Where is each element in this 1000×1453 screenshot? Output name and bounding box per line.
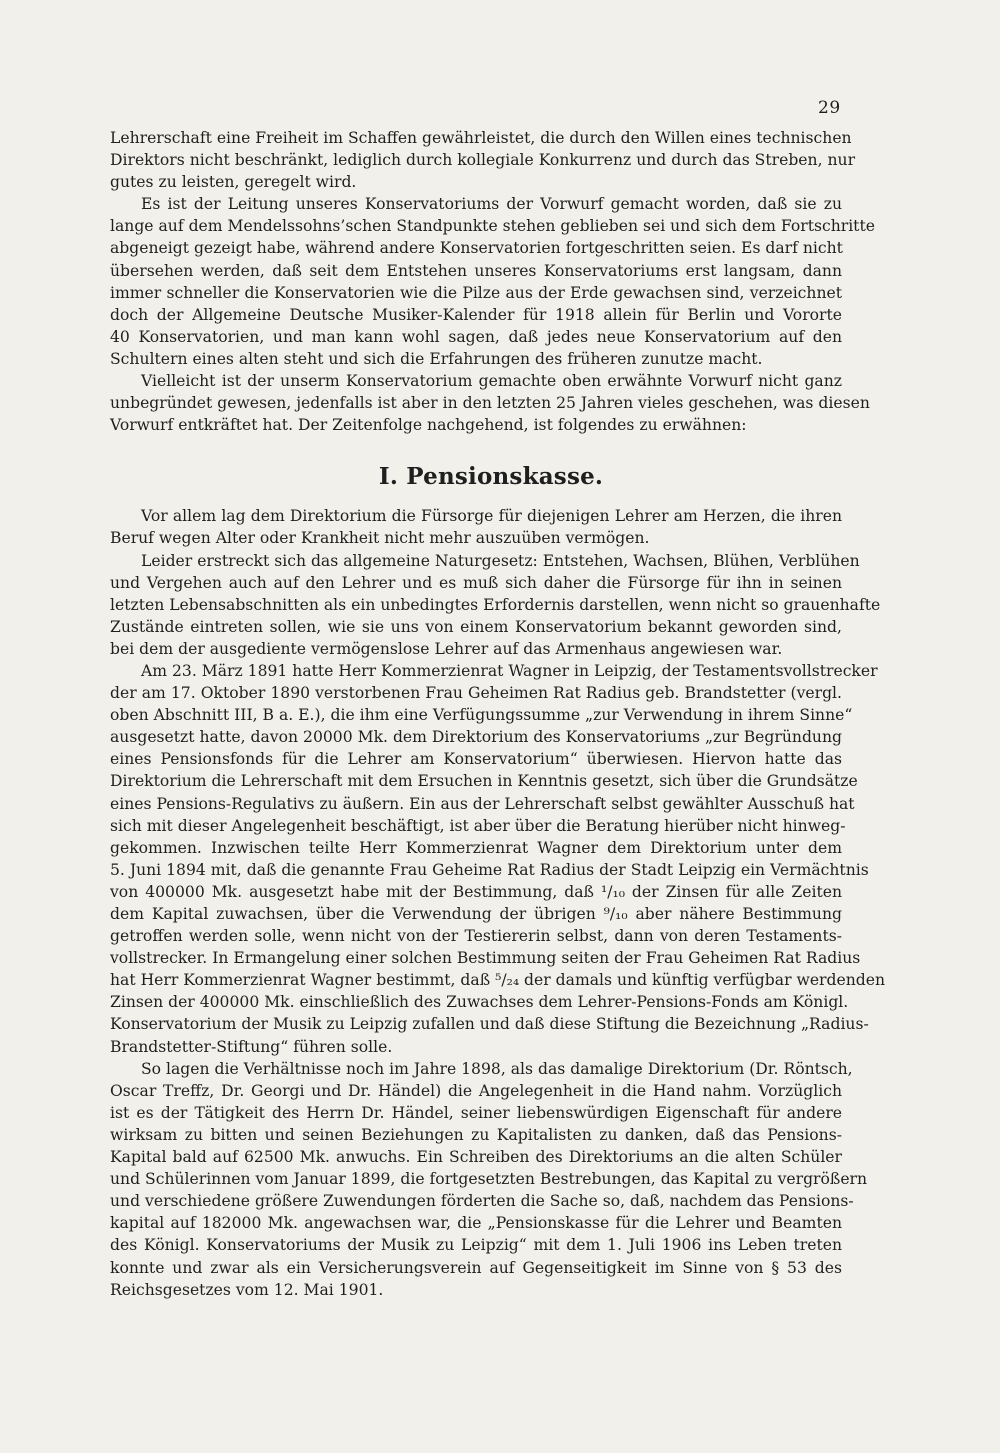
- text-line: immer schneller die Konservatorien wie die Pilze aus der Erde gewachsen sind, verzeichnet: [110, 283, 842, 302]
- text-line: des Königl. Konservatoriums der Musik zu Leipzig“ mit dem 1. Juli 1906 ins Leben treten: [110, 1236, 842, 1255]
- text-line: Leider erstreckt sich das allgemeine Naturgesetz: Entstehen, Wachsen, Blühen, Verblühen: [141, 551, 860, 570]
- text-line: unbegründet gewesen, jedenfalls ist aber in den letzten 25 Jahren vieles geschehen, was diesen: [110, 394, 870, 413]
- text-line: oben Abschnitt III, B a. E.), die ihm eine Verfügungssumme „zur Verwendung in ihrem Sinne“: [110, 706, 853, 725]
- text-line: Schultern eines alten steht und sich die Erfahrungen des früheren zunutze macht.: [110, 349, 763, 368]
- text-line: ausgesetzt hatte, davon 20000 Mk. dem Direktorium des Konservatoriums „zur Begründung: [110, 728, 842, 747]
- text-line: vollstrecker. In Ermangelung einer solchen Bestimmung seiten der Frau Geheimen Rat Radius: [110, 949, 861, 968]
- paragraph-1: [110, 127, 856, 193]
- text-line: letzten Lebensabschnitten als ein unbedingtes Erfordernis darstellen, wenn nicht so grauenhafte: [110, 595, 881, 614]
- text-line: Direktors nicht beschränkt, lediglich durch kollegiale Konkurrenz und durch das Streben, nur: [110, 151, 856, 170]
- paragraph-3: [110, 370, 870, 436]
- text-line: So lagen die Verhältnisse noch im Jahre 1898, als das damalige Direktorium (Dr. Röntsch,: [141, 1059, 853, 1078]
- text-line: getroffen werden solle, wenn nicht von der Testiererin selbst, dann von deren Testaments-: [110, 927, 842, 946]
- section-heading: I. Pensionskasse.: [378, 463, 604, 491]
- text-line: gekommen. Inzwischen teilte Herr Kommerzienrat Wagner dem Direktorium unter dem: [110, 838, 842, 857]
- text-line: Reichsgesetzes vom 12. Mai 1901.: [110, 1280, 384, 1299]
- text-line: und verschiedene größere Zuwendungen förderten die Sache so, daß, nachdem das Pensions-: [110, 1192, 854, 1211]
- text-line: dem Kapital zuwachsen, über die Verwendung der übrigen ⁹/₁₀ aber nähere Bestimmung: [110, 905, 842, 923]
- text-line: Konservatorium der Musik zu Leipzig zufallen und daß diese Stiftung die Bezeichnung „Radius-: [110, 1015, 869, 1034]
- text-line: Vielleicht ist der unserm Konservatorium gemachte oben erwähnte Vorwurf nicht ganz: [141, 372, 842, 391]
- paragraph-2: [110, 193, 875, 370]
- text-line: Oscar Treffz, Dr. Georgi und Dr. Händel) die Angelegenheit in die Hand nahm. Vorzüglich: [110, 1081, 842, 1100]
- text-line: konnte und zwar als ein Versicherungsverein auf Gegenseitigkeit im Sinne von § 53 des: [110, 1258, 842, 1277]
- text-line: übersehen werden, daß seit dem Entstehen unseres Konservatoriums erst langsam, dann: [110, 261, 842, 280]
- text-line: kapital auf 182000 Mk. angewachsen war, die „Pensionskasse für die Lehrer und Beamten: [110, 1214, 842, 1233]
- text-line: der am 17. Oktober 1890 verstorbenen Frau Geheimen Rat Radius geb. Brandstetter (vergl.: [110, 684, 842, 703]
- text-line: gutes zu leisten, geregelt wird.: [110, 173, 357, 192]
- text-line: 5. Juni 1894 mit, daß die genannte Frau Geheime Rat Radius der Stadt Leipzig ein Vermächtnis: [110, 860, 869, 879]
- text-line: Vorwurf entkräftet hat. Der Zeitenfolge nachgehend, ist folgendes zu erwähnen:: [110, 416, 747, 435]
- paragraph-5: [110, 550, 881, 660]
- body-text: [110, 127, 886, 1301]
- text-line: eines Pensions-Regulativs zu äußern. Ein aus der Lehrerschaft selbst gewählter Ausschuß hat: [110, 794, 855, 813]
- text-line: eines Pensionsfonds für die Lehrer am Konservatorium“ überwiesen. Hiervon hatte das: [110, 750, 842, 769]
- text-line: abgeneigt gezeigt habe, während andere Konservatorien fortgeschritten seien. Es darf nicht: [110, 239, 843, 258]
- text-line: Am 23. März 1891 hatte Herr Kommerzienrat Wagner in Leipzig, der Testamentsvollstrecker: [141, 661, 878, 680]
- text-line: Kapital bald auf 62500 Mk. anwuchs. Ein Schreiben des Direktoriums an die alten Schüler: [110, 1148, 842, 1167]
- text-line: Vor allem lag dem Direktorium die Fürsorge für diejenigen Lehrer am Herzen, die ihren: [141, 507, 842, 526]
- text-line: sich mit dieser Angelegenheit beschäftigt, ist aber über die Beratung hierüber nicht hinweg-: [110, 816, 846, 835]
- text-line: Direktorium die Lehrerschaft mit dem Ersuchen in Kenntnis gesetzt, sich über die Grundsätze: [110, 772, 858, 791]
- text-line: ist es der Tätigkeit des Herrn Dr. Händel, seiner liebenswürdigen Eigenschaft für andere: [110, 1103, 842, 1122]
- text-line: Brandstetter-Stiftung“ führen solle.: [110, 1037, 393, 1056]
- text-line: wirksam zu bitten und seinen Beziehungen zu Kapitalisten zu danken, daß das Pensions-: [110, 1125, 842, 1144]
- text-line: Beruf wegen Alter oder Krankheit nicht mehr auszuüben vermögen.: [110, 529, 650, 548]
- text-line: lange auf dem Mendelssohns’schen Standpunkte stehen geblieben sei und sich dem Fortschritte: [110, 217, 875, 236]
- paragraph-6: [110, 660, 886, 1058]
- text-line: hat Herr Kommerzienrat Wagner bestimmt, daß ⁵/₂₄ der damals und künftig verfügbar werdenden: [110, 971, 886, 990]
- text-line: Zinsen der 400000 Mk. einschließlich des Zuwachses dem Lehrer-Pensions-Fonds am Königl.: [110, 993, 849, 1012]
- text-line: bei dem der ausgediente vermögenslose Lehrer auf das Armenhaus angewiesen war.: [110, 639, 783, 658]
- paragraph-4: [110, 505, 842, 549]
- text-line: Zustände eintreten sollen, wie sie uns von einem Konservatorium bekannt geworden sind,: [110, 617, 842, 636]
- text-line: Lehrerschaft eine Freiheit im Schaffen gewährleistet, die durch den Willen eines technischen: [110, 129, 852, 147]
- paragraph-7: [110, 1058, 868, 1301]
- text-line: Es ist der Leitung unseres Konservatoriums der Vorwurf gemacht worden, daß sie zu: [141, 195, 842, 214]
- text-line: und Vergehen auch auf den Lehrer und es muß sich daher die Fürsorge für ihn in seinen: [110, 573, 842, 592]
- text-line: und Schülerinnen vom Januar 1899, die fortgesetzten Bestrebungen, das Kapital zu vergrößern: [110, 1170, 868, 1189]
- text-line: doch der Allgemeine Deutsche Musiker-Kalender für 1918 allein für Berlin und Vororte: [110, 305, 842, 324]
- text-line: 40 Konservatorien, und man kann wohl sagen, daß jedes neue Konservatorium auf den: [110, 327, 842, 346]
- page-number: 29: [818, 98, 841, 118]
- text-line: von 400000 Mk. ausgesetzt habe mit der Bestimmung, daß ¹/₁₀ der Zinsen für alle Zeiten: [110, 882, 842, 901]
